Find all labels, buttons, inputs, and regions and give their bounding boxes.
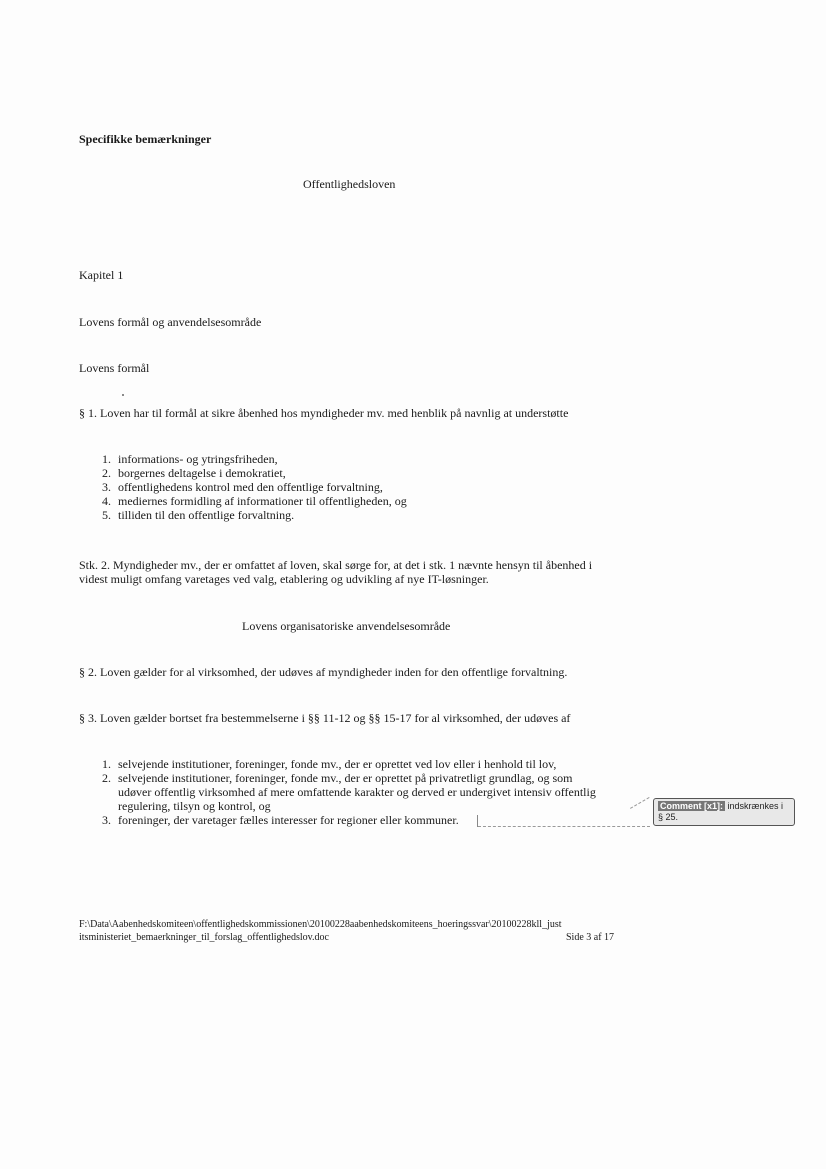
chapter-title: Lovens formål og anvendelsesområde: [79, 315, 262, 329]
paragraph-3: § 3. Loven gælder bortset fra bestemmelserne i §§ 11-12 og §§ 15-17 for al virksomhed, der udøves af: [79, 711, 571, 725]
list-item-text: foreninger, der varetager fælles interesser for regioner eller kommuner.: [118, 813, 459, 827]
comment-text-2: § 25.: [658, 812, 679, 822]
section-title-scope: Lovens organisatoriske anvendelsesområde: [242, 619, 451, 633]
paragraph-2: § 2. Loven gælder for al virksomhed, der udøves af myndigheder inden for den offentlige forvaltning.: [79, 665, 568, 679]
list-item-text: regulering, tilsyn og kontrol, og: [118, 799, 271, 813]
list-item-text: udøver offentlig virksomhed af mere omfattende karakter og derved er undergivet intensiv offentlig: [118, 785, 596, 799]
list-item-number: 3.: [102, 480, 111, 494]
review-comment-balloon[interactable]: [653, 798, 795, 826]
list-item-text: borgernes deltagelse i demokratiet,: [118, 466, 286, 480]
list-item: [97, 771, 596, 813]
scan-speck: [122, 394, 124, 396]
purpose-list: [97, 452, 407, 522]
footer-path-line-1: F:\Data\Aabenhedskomiteen\offentlighedskommissionen\20100228aabenhedskomiteens_hoeringssvar\20100228kll_just: [79, 919, 562, 930]
stk2-line-2: videst muligt omfang varetages ved valg, etablering og udvikling af nye IT-løsninger.: [79, 572, 489, 586]
scope-list: [97, 757, 596, 827]
list-item-text: selvejende institutioner, foreninger, fonde mv., der er oprettet ved lov eller i henhold til lov,: [118, 757, 557, 771]
list-item-text: selvejende institutioner, foreninger, fonde mv., der er oprettet på privatretligt grundlag, og som: [118, 771, 573, 785]
list-item-number: 1.: [102, 452, 111, 466]
list-item-number: 1.: [102, 757, 111, 771]
list-item: [97, 452, 407, 466]
list-item-text: mediernes formidling af informationer til offentligheden, og: [118, 494, 407, 508]
comment-connector-line: [478, 826, 650, 827]
document-title: Offentlighedsloven: [303, 177, 396, 191]
list-item: [97, 480, 407, 494]
list-item-number: 4.: [102, 494, 111, 508]
list-item-number: 5.: [102, 508, 111, 522]
section-title-purpose: Lovens formål: [79, 361, 150, 375]
paragraph-1: § 1. Loven har til formål at sikre åbenhed hos myndigheder mv. med henblik på navnlig at understøtte: [79, 406, 569, 420]
list-item: [97, 757, 596, 771]
document-heading: Specifikke bemærkninger: [79, 132, 212, 146]
chapter-label: Kapitel 1: [79, 268, 124, 282]
list-item: [97, 508, 407, 522]
list-item: [97, 494, 407, 508]
page-number: Side 3 af 17: [566, 932, 615, 943]
stk2-line-1: Stk. 2. Myndigheder mv., der er omfattet af loven, skal sørge for, at det i stk. 1 nævnte hensyn til åbenhed i: [79, 558, 593, 572]
list-item-number: 2.: [102, 466, 111, 480]
list-item-text: offentlighedens kontrol med den offentlige forvaltning,: [118, 480, 383, 494]
list-item-text: tilliden til den offentlige forvaltning.: [118, 508, 295, 522]
comment-text: indskrænkes i: [727, 801, 784, 811]
list-item-number: 2.: [102, 771, 111, 785]
footer-path-line-2: itsministeriet_bemaerkninger_til_forslag_offentlighedslov.doc: [79, 932, 329, 943]
list-item: [97, 466, 407, 480]
list-item-text: informations- og ytringsfriheden,: [118, 452, 278, 466]
comment-label: Comment [x1]:: [660, 801, 724, 811]
list-item-number: 3.: [102, 813, 111, 827]
list-item: [97, 813, 596, 827]
